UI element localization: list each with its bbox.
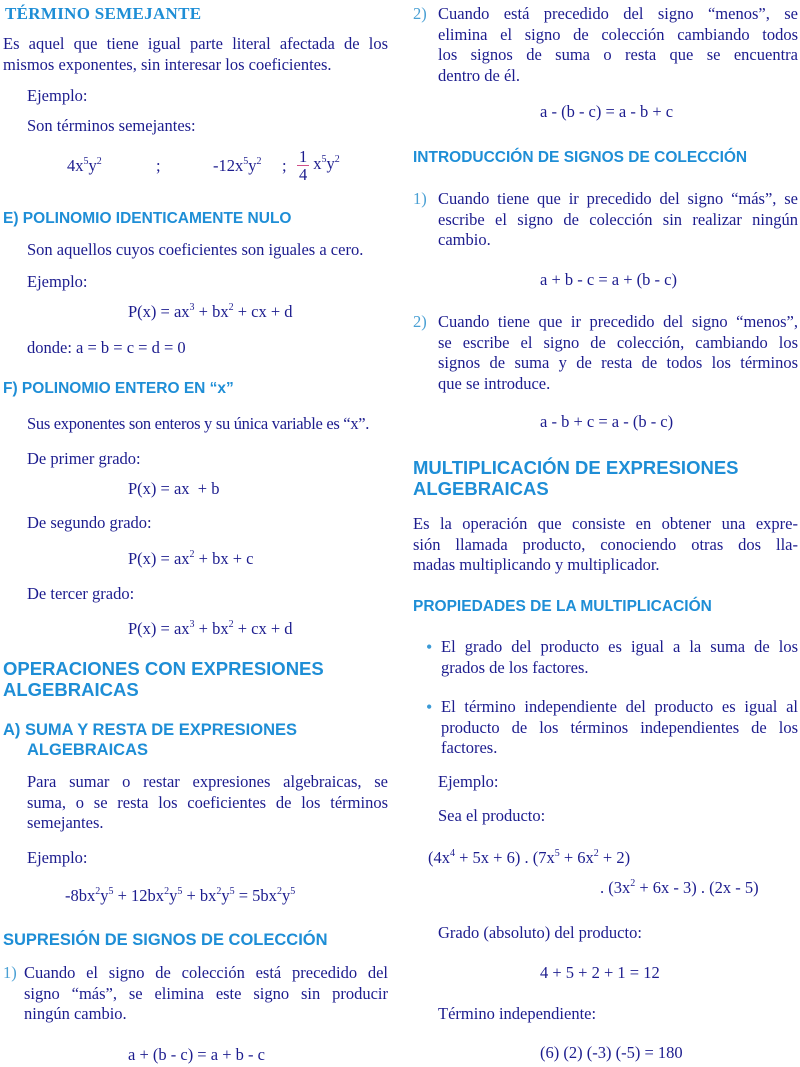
text-line: Para sumar o restar expresiones algebraicas, se: [27, 772, 388, 791]
polinomio-entero-text: Sus exponentes son enteros y su única variable es “x”.: [27, 414, 370, 433]
exponent: 2: [256, 156, 262, 167]
heading-suma-resta: A) SUMA Y RESTA DE EXPRESIONES: [3, 721, 298, 739]
formula-term-2: $-12x^5y^2$: [213, 156, 262, 175]
formula-grado: 4 + 5 + 2 + 1 = 12: [540, 963, 660, 982]
separator: ;: [156, 156, 161, 175]
list-number: 1): [3, 963, 17, 982]
polinomio-nulo-text: Son aquellos cuyos coeficientes son iguales a cero.: [27, 240, 364, 259]
heading-polinomio-entero: F) POLINOMIO ENTERO EN “x”: [3, 380, 234, 397]
text-line: Cuando el signo de colección está precedido del: [24, 963, 388, 982]
text-line: Cuando tiene que ir precedido del signo “menos”,: [438, 312, 798, 331]
text-line: los signos de suma o resta que se encuentra: [438, 45, 798, 64]
text-line: Cuando tiene que ir precedido del signo “más”, se: [438, 189, 798, 208]
exponent: 2: [228, 302, 234, 313]
text-line: semejantes.: [27, 813, 104, 832]
exponent: 3: [189, 619, 195, 630]
formula-term-3: [293, 148, 340, 183]
formula-supresion-1: a + (b - c) = a + b - c: [128, 1045, 265, 1064]
formula-term-1: $4x^5y^2$: [67, 156, 102, 175]
paragraph-introduccion-1: [438, 189, 798, 251]
text-line: escribe el signo de colección sin realizar ningún: [438, 209, 798, 229]
exponent: 4: [450, 848, 455, 859]
paragraph-supresion-2: [438, 4, 798, 86]
formula-producto-1: $(4x^4 + 5x + 6)$ . $(7x^5 + 6x^2 + 2)$: [428, 848, 631, 867]
text-line: ningún cambio.: [24, 1004, 127, 1023]
text-line: El grado del producto es igual a la suma de los: [441, 637, 798, 656]
text-line: Es aquel que tiene igual parte literal afectada de los: [3, 34, 388, 53]
list-number: 2): [413, 312, 427, 331]
text-line: mismos exponentes, sin interesar los coeficientes.: [3, 54, 332, 74]
formula-termino-independiente: (6) (2) (-3) (-5) = 180: [540, 1043, 683, 1062]
exponent: 2: [276, 886, 282, 897]
son-terminos-label: Son términos semejantes:: [27, 116, 196, 135]
exponent: 2: [334, 154, 340, 166]
text-line: cambio.: [438, 230, 491, 249]
heading-multiplicacion-2: ALGEBRAICAS: [413, 478, 549, 499]
exponent: 2: [216, 886, 222, 897]
text-line: El término independiente del producto es igual al: [441, 697, 798, 716]
text-line: sión llamada producto, conociendo otras dos lla-: [413, 534, 798, 554]
formula-introduccion-2: a - b + c = a - (b - c): [540, 412, 674, 431]
paragraph-introduccion-2: [438, 312, 798, 394]
text-line: elimina el signo de colección cambiando todos: [438, 24, 798, 44]
text-line: producto de los términos independientes de los: [441, 717, 798, 737]
text-line: Es la operación que consiste en obtener una expre-: [413, 514, 798, 533]
heading-polinomio-nulo: E) POLINOMIO IDENTICAMENTE NULO: [3, 210, 292, 227]
heading-supresion: SUPRESIÓN DE SIGNOS DE COLECCIÓN: [3, 931, 328, 949]
exponent: 5: [243, 156, 249, 167]
formula-term-3-literal: $x^5y^2$: [313, 154, 340, 174]
ejemplo-label: Ejemplo:: [438, 772, 499, 791]
formula-introduccion-1: a + b - c = a + (b - c): [540, 270, 677, 289]
paragraph-multiplicacion: [413, 514, 798, 576]
termino-independiente-label: Término independiente:: [438, 1004, 597, 1023]
exponent: 2: [95, 886, 101, 897]
bullet-icon: •: [426, 697, 433, 717]
tercer-grado-label: De tercer grado:: [27, 584, 135, 603]
ejemplo-label: Ejemplo:: [27, 848, 88, 867]
fraction: [297, 148, 309, 183]
text-line: se escribe el signo de colección, cambiando los: [438, 332, 798, 352]
text-line: signos de suma y de resta de todos los términos: [438, 353, 798, 372]
text-line: suma, o se resta los coeficientes de los términos: [27, 792, 388, 812]
sea-producto-label: Sea el producto:: [438, 806, 546, 825]
text-line: factores.: [441, 738, 498, 757]
exponent: 5: [177, 886, 183, 897]
heading-introduccion: INTRODUCCIÓN DE SIGNOS DE COLECCIÓN: [413, 149, 748, 166]
exponent: 2: [228, 619, 234, 630]
exponent: 5: [83, 156, 89, 167]
formula-supresion-2: a - (b - c) = a - b + c: [540, 102, 674, 121]
paragraph-supresion-1: [24, 963, 388, 1025]
formula-tercer-grado: $P(x) = ax^3 + bx^2$ + cx + d: [128, 619, 293, 638]
exponent: 2: [630, 878, 636, 889]
heading-suma-resta-2: ALGEBRAICAS: [27, 741, 149, 759]
formula-suma: $-8bx^2y^5 + 12bx^2y^5 + bx^2y^5 = 5bx^2y^5$: [65, 886, 296, 905]
fraction-denominator: 4: [299, 165, 308, 184]
exponent: 5: [229, 886, 235, 897]
bullet-icon: •: [426, 637, 433, 657]
exponent: 2: [164, 886, 170, 897]
heading-operaciones: OPERACIONES CON EXPRESIONES: [3, 658, 324, 679]
text-line: signo “más”, se elimina este signo sin producir: [24, 983, 388, 1003]
segundo-grado-label: De segundo grado:: [27, 513, 152, 532]
list-number: 1): [413, 189, 427, 208]
text-line: que se introduce.: [438, 373, 551, 393]
heading-multiplicacion: MULTIPLICACIÓN DE EXPRESIONES: [413, 457, 739, 478]
exponent: 5: [321, 154, 327, 166]
list-number: 2): [413, 4, 427, 23]
text-line: Cuando está precedido del signo “menos”, se: [438, 4, 798, 23]
exponent: 5: [554, 848, 560, 859]
heading-operaciones-2: ALGEBRAICAS: [3, 679, 139, 700]
exponent: 3: [189, 302, 195, 313]
formula-segundo-grado: $P(x) = ax^2$ + bx + c: [128, 549, 254, 568]
paragraph-suma-resta: [27, 772, 388, 834]
bullet-item-grado: [441, 637, 798, 678]
formula-primer-grado: P(x) = ax + b: [128, 479, 220, 498]
donde-text: donde: a = b = c = d = 0: [27, 338, 186, 357]
exponent: 2: [189, 549, 195, 560]
heading-termino-semejante: TÉRMINO SEMEJANTE: [5, 4, 202, 23]
formula-polinomio-nulo: $P(x) = ax^3 + bx^2$ + cx + d: [128, 302, 293, 321]
primer-grado-label: De primer grado:: [27, 449, 141, 468]
heading-propiedades: PROPIEDADES DE LA MULTIPLICACIÓN: [413, 598, 712, 615]
exponent: 5: [108, 886, 114, 897]
grado-label: Grado (absoluto) del producto:: [438, 923, 642, 942]
exponent: 5: [290, 886, 296, 897]
paragraph-termino-definition: [3, 34, 388, 75]
ejemplo-label: Ejemplo:: [27, 86, 88, 105]
ejemplo-label: Ejemplo:: [27, 272, 88, 291]
fraction-numerator: 1: [299, 147, 308, 166]
separator: ;: [282, 156, 287, 175]
exponent: 2: [593, 848, 599, 859]
formula-producto-2: . $(3x^2 + 6x - 3)$ . (2x - 5): [600, 878, 759, 897]
text-line: grados de los factores.: [441, 657, 589, 677]
exponent: 2: [96, 156, 102, 167]
bullet-item-termino-independiente: [441, 697, 798, 759]
text-line: madas multiplicando y multiplicador.: [413, 555, 660, 574]
text-line: dentro de él.: [438, 65, 521, 85]
